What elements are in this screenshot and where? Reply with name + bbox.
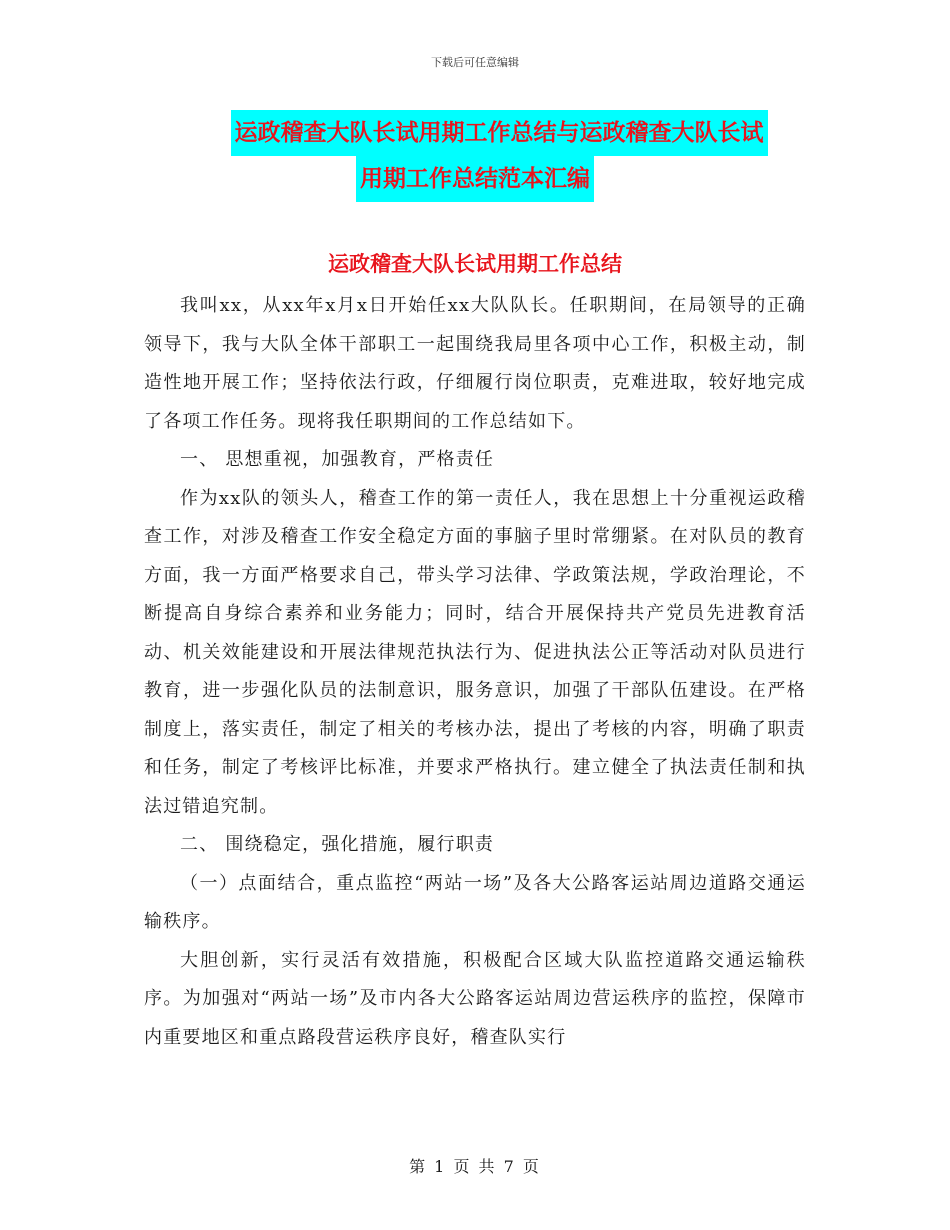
page-footer: 第 1 页 共 7 页 xyxy=(409,1157,541,1176)
subsection-heading-1: （一）点面结合，重点监控“两站一场”及各大公路客运站周边道路交通运输秩序。 xyxy=(144,872,806,932)
document-title-line-1: 运政稽查大队长试用期工作总结与运政稽查大队长试 xyxy=(231,110,768,156)
document-body xyxy=(144,287,806,1057)
section-title: 运政稽查大队长试用期工作总结 xyxy=(328,252,622,276)
document-title-line-2: 用期工作总结范本汇编 xyxy=(356,156,594,202)
paragraph-monitoring: 大胆创新，实行灵活有效措施，积极配合区域大队监控道路交通运输秩序。为加强对“两站一场”及市内各大公路客运站周边营运秩序的监控，保障市内重要地区和重点路段营运秩序良好，稽查队实行 xyxy=(144,949,806,1048)
paragraph-education: 作为xx队的领头人，稽查工作的第一责任人，我在思想上十分重视运政稽查工作，对涉及稽查工作安全稳定方面的事脑子里时常绷紧。在对队员的教育方面，我一方面严格要求自己，带头学习法律、学政策法规，学政治理论，不断提高自身综合素养和业务能力；同时，结合开展保持共产党员先进教育活动、机关效能建设和开展法律规范执法行为、促进执法公正等活动对队员进行教育，进一步强化队员的法制意识，服务意识，加强了干部队伍建设。在严格制度上，落实责任，制定了相关的考核办法，提出了考核的内容，明确了职责和任务，制定了考核评比标准，并要求严格执行。建立健全了执法责任制和执法过错追究制。 xyxy=(144,487,806,817)
section-heading-2: 二、 围绕稳定，强化措施，履行职责 xyxy=(180,834,495,855)
header-note: 下载后可任意编辑 xyxy=(431,56,519,69)
document-title xyxy=(0,110,950,202)
section-heading-1: 一、 思想重视，加强教育，严格责任 xyxy=(180,449,495,470)
paragraph-intro: 我叫xx，从xx年x月x日开始任xx大队队长。任职期间，在局领导的正确领导下，我与大队全体干部职工一起围绕我局里各项中心工作，积极主动，制造性地开展工作；坚持依法行政，仔细履行岗位职责，克难进取，较好地完成了各项工作任务。现将我任职期间的工作总结如下。 xyxy=(144,295,806,432)
